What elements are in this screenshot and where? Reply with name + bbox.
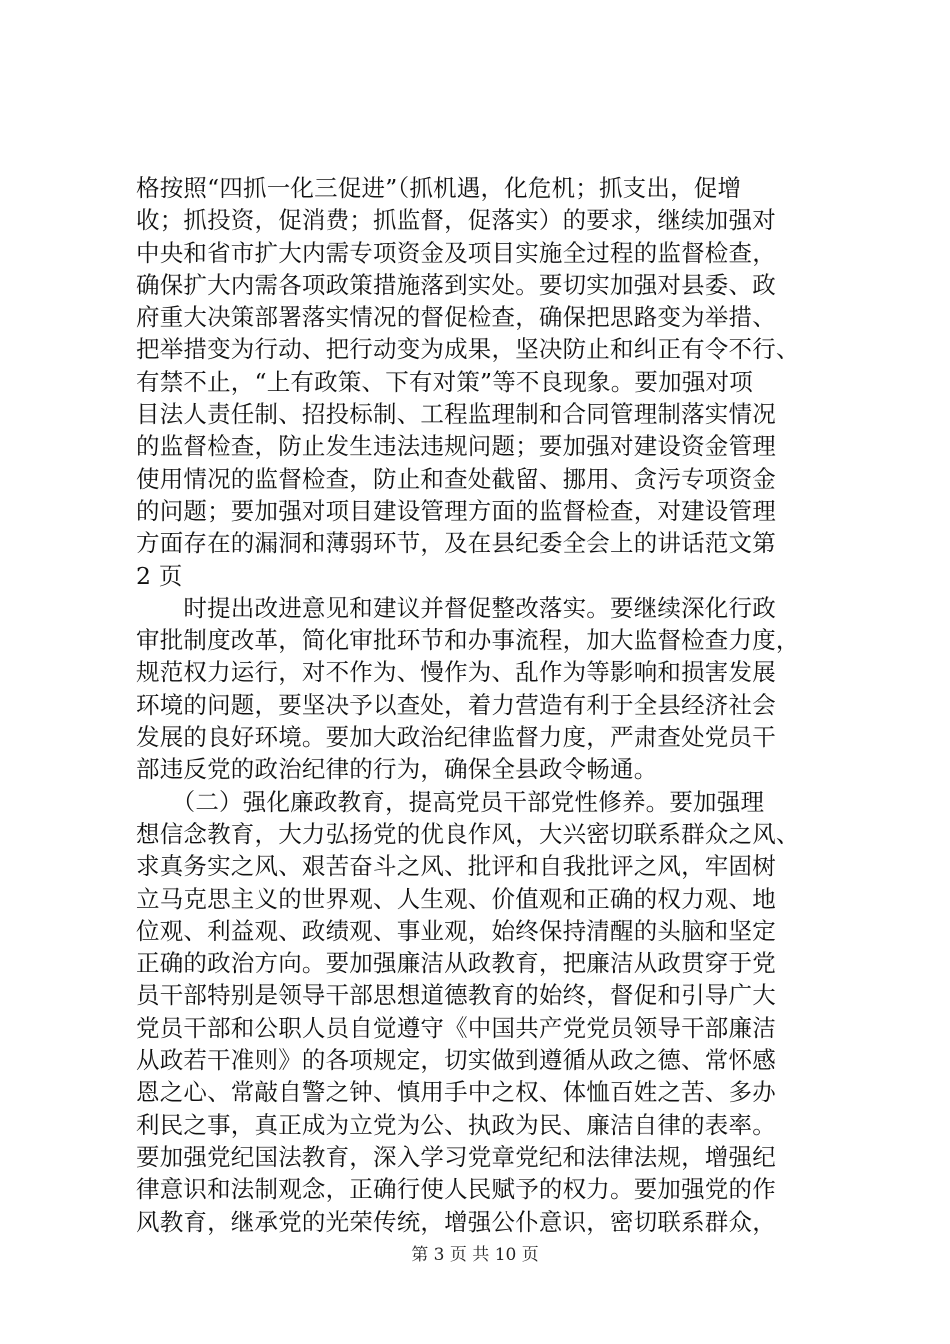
text-line: 要加强党纪国法教育，深入学习党章党纪和法律法规，增强纪 bbox=[136, 1142, 776, 1171]
text-line: 审批制度改革，简化审批环节和办事流程，加大监督检查力度， bbox=[136, 626, 800, 655]
text-line: 的监督检查，防止发生违法违规问题；要加强对建设资金管理 bbox=[136, 432, 776, 461]
text-line: 利民之事，真正成为立党为公、执政为民、廉洁自律的表率。 bbox=[136, 1110, 776, 1139]
text-line: 的问题；要加强对项目建设管理方面的监督检查，对建设管理 bbox=[136, 496, 776, 525]
text-line: 2 页 bbox=[136, 561, 183, 590]
text-line: 府重大决策部署落实情况的督促检查，确保把思路变为举措、 bbox=[136, 303, 776, 332]
text-line: 恩之心、常敲自警之钟、慎用手中之权、体恤百姓之苦、多办 bbox=[136, 1078, 776, 1107]
text-line: 方面存在的漏洞和薄弱环节，及在县纪委全会上的讲话范文第 bbox=[136, 529, 776, 558]
text-line: 员干部特别是领导干部思想道德教育的始终，督促和引导广大 bbox=[136, 981, 776, 1010]
text-line: 党员干部和公职人员自觉遵守《中国共产党党员领导干部廉洁 bbox=[136, 1013, 776, 1042]
body-text bbox=[136, 172, 826, 1238]
text-line: 规范权力运行，对不作为、慢作为、乱作为等影响和损害发展 bbox=[136, 658, 776, 687]
text-line: 目法人责任制、招投标制、工程监理制和合同管理制落实情况 bbox=[136, 400, 776, 429]
text-line: 想信念教育，大力弘扬党的优良作风，大兴密切联系群众之风、 bbox=[136, 819, 800, 848]
text-line: 使用情况的监督检查，防止和查处截留、挪用、贪污专项资金 bbox=[136, 464, 776, 493]
text-line: 正确的政治方向。要加强廉洁从政教育，把廉洁从政贯穿于党 bbox=[136, 949, 776, 978]
text-line: 格按照“四抓一化三促进”（抓机遇，化危机；抓支出，促增 bbox=[136, 174, 742, 202]
text-line: 从政若干准则》的各项规定，切实做到遵循从政之德、常怀感 bbox=[136, 1046, 776, 1075]
text-line: 环境的问题，要坚决予以查处，着力营造有利于全县经济社会 bbox=[136, 690, 776, 719]
text-line: 有禁不止，“上有政策、下有对策”等不良现象。要加强对项 bbox=[136, 367, 753, 396]
text-line: 律意识和法制观念，正确行使人民赋予的权力。要加强党的作 bbox=[136, 1175, 776, 1204]
text-line: 风教育，继承党的光荣传统，增强公仆意识，密切联系群众， bbox=[136, 1207, 776, 1236]
text-line: 立马克思主义的世界观、人生观、价值观和正确的权力观、地 bbox=[136, 884, 776, 913]
text-line: 把举措变为行动、把行动变为成果，坚决防止和纠正有令不行、 bbox=[136, 335, 800, 364]
text-line: 部违反党的政治纪律的行为，确保全县政令畅通。 bbox=[136, 755, 658, 784]
text-line: （二）强化廉政教育，提高党员干部党性修养。要加强理 bbox=[136, 787, 765, 816]
text-line: 中央和省市扩大内需专项资金及项目实施全过程的监督检查， bbox=[136, 238, 776, 267]
page-number-footer: 第 3 页 共 10 页 bbox=[411, 1245, 539, 1265]
text-line: 发展的良好环境。要加大政治纪律监督力度，严肃查处党员干 bbox=[136, 723, 776, 752]
text-line: 时提出改进意见和建议并督促整改落实。要继续深化行政 bbox=[136, 593, 776, 622]
text-line: 收；抓投资，促消费；抓监督，促落实）的要求，继续加强对 bbox=[136, 206, 776, 235]
text-line: 位观、利益观、政绩观、事业观，始终保持清醒的头脑和坚定 bbox=[136, 916, 776, 945]
text-line: 确保扩大内需各项政策措施落到实处。要切实加强对县委、政 bbox=[136, 270, 776, 299]
text-line: 求真务实之风、艰苦奋斗之风、批评和自我批评之风，牢固树 bbox=[136, 852, 776, 881]
